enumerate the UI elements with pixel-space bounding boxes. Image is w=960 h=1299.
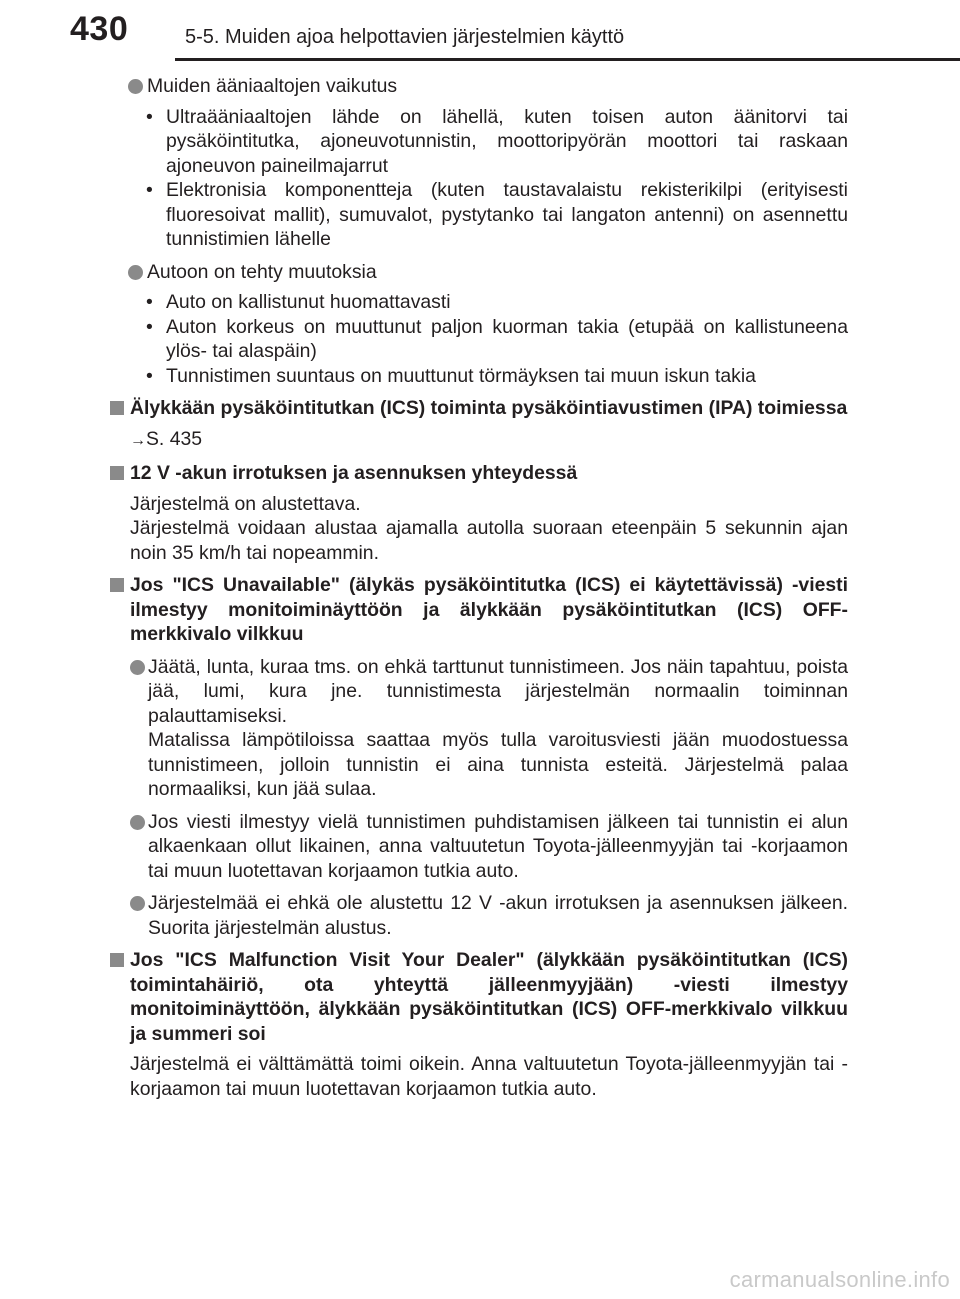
circle-bullet-icon — [130, 896, 145, 911]
page-number: 430 — [70, 10, 129, 48]
paragraph: Järjestelmä ei välttämättä toimi oikein. Anna valtuutetun Toyota-jälleenmyyjän tai -korjaamon tai muun luotettavan korjaamon tutkia auto. — [130, 1053, 848, 1100]
bullet-heading-text: Muiden ääniaaltojen vaikutus — [147, 75, 398, 97]
page-header — [0, 0, 960, 60]
list-item: • Ultraääniaaltojen lähde on lähellä, kuten toisen auton äänitorvi tai pysäköintitutka, ajoneuvotunnistin, moottoripyörän moottori tai raskaan ajoneuvon paineilmajarrut — [146, 105, 848, 177]
bullet-heading — [108, 260, 848, 285]
square-bullet-icon — [110, 578, 124, 592]
bullet-heading-text: Autoon on tehty muutoksia — [147, 260, 377, 283]
arrow-right-icon: → — [130, 431, 146, 449]
reference-text: S. 435 — [146, 427, 203, 450]
dot-bullet-icon: • — [146, 105, 153, 128]
list-item: • Auto on kallistunut huomattavasti — [146, 291, 451, 313]
paragraph: Järjestelmä on alustettava. Järjestelmä voidaan alustaa ajamalla autolla suoraan eteenpäin 5 sekunnin ajan noin 35 km/h tai nopeammin. — [130, 492, 848, 564]
dot-bullet-icon: • — [146, 315, 153, 338]
section-heading: Jos "ICS Malfunction Visit Your Dealer" (älykkään pysäköintitutkan (ICS) toimintahäiriö, ota yhteyttä jälleenmyyjään) -viesti ilmestyy monitoiminäyttöön, älykkään pysäköintitutkan (ICS) OFF-merkkivalo vilkkuu ja summeri soi — [108, 948, 848, 1046]
dot-bullet-icon: • — [146, 291, 153, 313]
page-reference[interactable] — [108, 427, 848, 454]
bullet-item: Jäätä, lunta, kuraa tms. on ehkä tarttunut tunnistimeen. Jos näin tapahtuu, poista jää, lumi, kura jne. tunnistimesta järjestelmän normaalin toiminnan palauttamiseksi. Matalissa lämpötiloissa saattaa myös tulla varoitusviesti jään muodostuessa tunnistimeen, jolloin tunnistin ei aina tunnista esteitä. Järjestelmä palaa normaaliksi, kun jää sulaa. — [108, 655, 848, 802]
square-bullet-icon — [110, 401, 124, 415]
square-bullet-icon — [110, 466, 124, 480]
section-heading: Älykkään pysäköintitutkan (ICS) toiminta pysäköintiavustimen (IPA) toimiessa — [108, 396, 848, 421]
section-heading: Jos "ICS Unavailable" (älykäs pysäköintitutka (ICS) ei käytettävissä) -viesti ilmestyy monitoiminäyttöön ja älykkään pysäköintitutkan (ICS) OFF-merkkivalo vilkkuu — [108, 573, 848, 647]
section-heading: 12 V -akun irrotuksen ja asennuksen yhteydessä — [108, 461, 848, 486]
page-body — [108, 66, 848, 1101]
circle-bullet-icon — [128, 265, 143, 280]
sub-list — [108, 105, 848, 252]
list-item: • Elektronisia komponentteja (kuten taustavalaistu rekisterikilpi (erityisesti fluoresoivat mallit), sumuvalot, pystytanko tai langaton antenni) on asennettu tunnistimien lähelle — [146, 179, 848, 250]
square-bullet-icon — [110, 953, 124, 967]
circle-bullet-icon — [128, 79, 143, 94]
dot-bullet-icon: • — [146, 179, 153, 201]
bullet-item: Järjestelmää ei ehkä ole alustettu 12 V -akun irrotuksen ja asennuksen jälkeen. Suorita järjestelmän alustus. — [108, 891, 848, 940]
list-item: • Tunnistimen suuntaus on muuttunut törmäyksen tai muun iskun takia — [146, 364, 756, 387]
list-item: • Auton korkeus on muuttunut paljon kuorman takia (etupää on kallistuneena ylös- tai alaspäin) — [146, 315, 848, 362]
circle-bullet-icon — [130, 660, 145, 675]
bullet-heading — [108, 74, 848, 99]
header-rule — [175, 58, 960, 61]
sub-list — [108, 290, 848, 388]
bullet-item: Jos viesti ilmestyy vielä tunnistimen puhdistamisen jälkeen tai tunnistin ei alun alkaenkaan ollut likainen, anna valtuutetun Toyota-jälleenmyyjän tai -korjaamon tai muun luotettavan korjaamon tutkia auto. — [108, 810, 848, 884]
dot-bullet-icon: • — [146, 364, 153, 387]
section-title: 5-5. Muiden ajoa helpottavien järjestelmien käyttö — [185, 26, 625, 48]
watermark: carmanualsonline.info — [729, 1267, 950, 1292]
circle-bullet-icon — [130, 815, 145, 830]
